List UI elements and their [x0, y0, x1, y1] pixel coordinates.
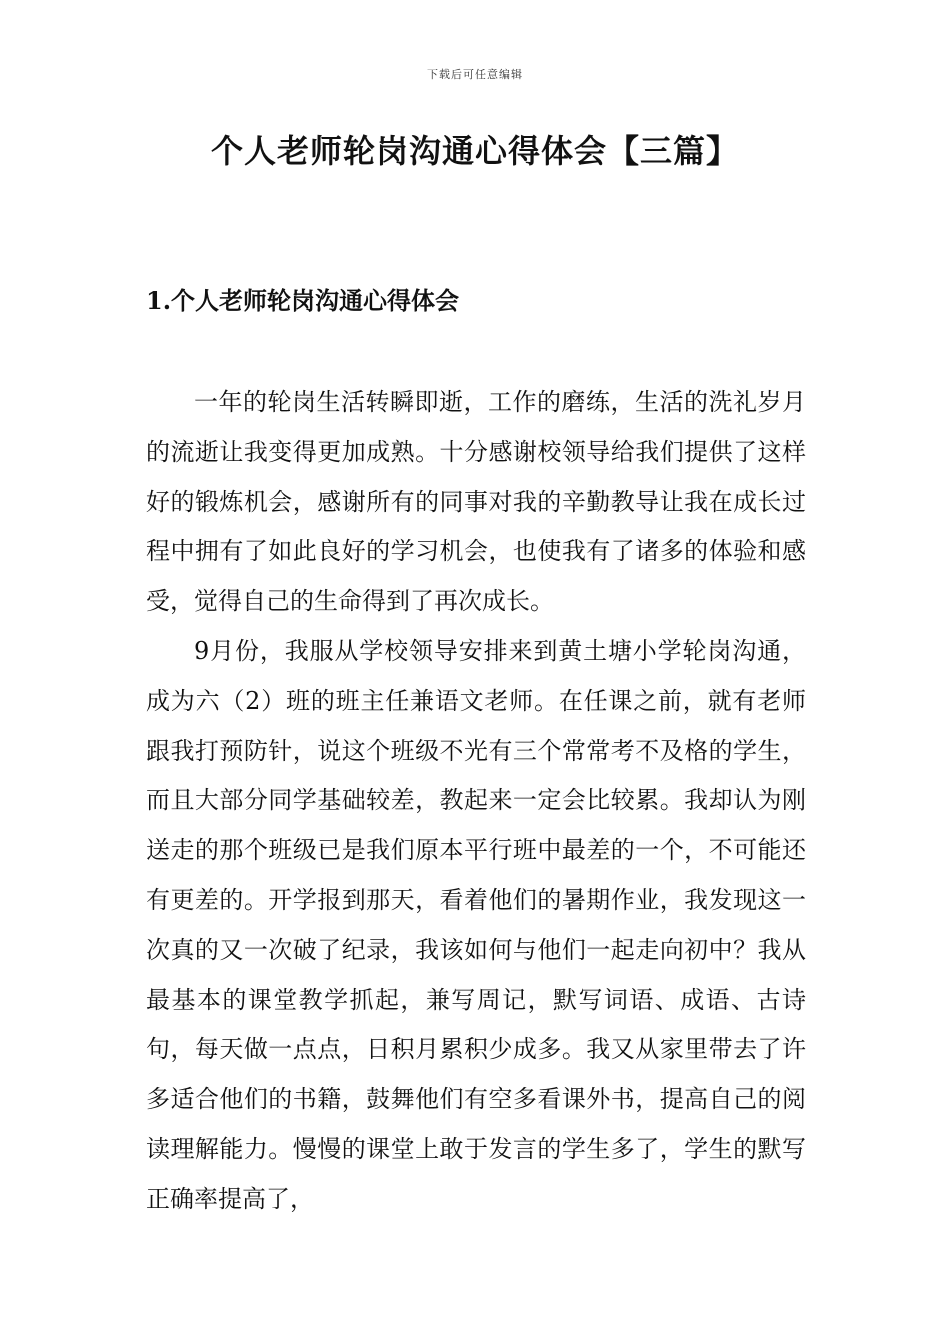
header-note: 下载后可任意编辑: [427, 68, 523, 81]
section-heading: 1.个人老师轮岗沟通心得体会: [146, 286, 460, 315]
paragraph: 9月份，我服从学校领导安排来到黄土塘小学轮岗沟通，成为六（2）班的班主任兼语文老师。在任课之前，就有老师跟我打预防针，说这个班级不光有三个常常考不及格的学生，而且大部分同学基础较差，教起来一定会比较累。我却认为刚送走的那个班级已是我们原本平行班中最差的一个，不可能还有更差的。开学报到那天，看着他们的暑期作业，我发现这一次真的又一次破了纪录，我该如何与他们一起走向初中？我从最基本的课堂教学抓起，兼写周记，默写词语、成语、古诗句，每天做一点点，日积月累积少成多。我又从家里带去了许多适合他们的书籍，鼓舞他们有空多看课外书，提高自己的阅读理解能力。慢慢的课堂上敢于发言的学生多了，学生的默写正确率提高了，: [146, 636, 806, 1213]
paragraph: 一年的轮岗生活转瞬即逝，工作的磨练，生活的洗礼岁月的流逝让我变得更加成熟。十分感谢校领导给我们提供了这样好的锻炼机会，感谢所有的同事对我的辛勤教导让我在成长过程中拥有了如此良好的学习机会，也使我有了诸多的体验和感受，觉得自己的生命得到了再次成长。: [146, 388, 806, 616]
document-title: 个人老师轮岗沟通心得体会【三篇】: [210, 132, 739, 170]
section-body: [146, 378, 806, 1225]
